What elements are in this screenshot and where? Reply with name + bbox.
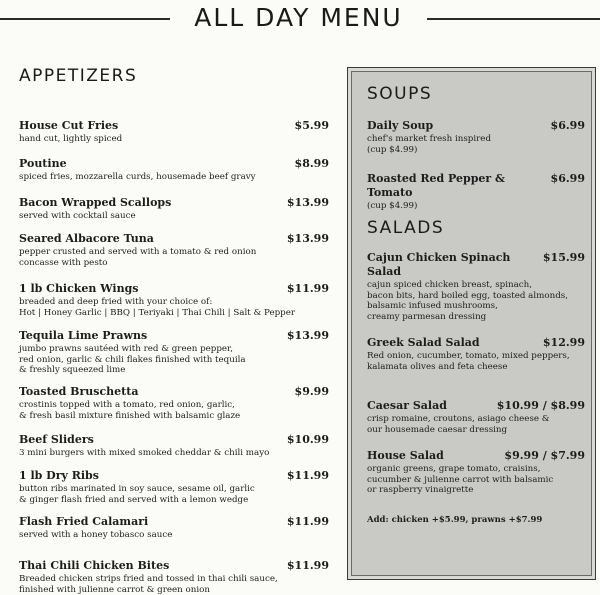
item-description: button ribs marinated in soy sauce, sesame oil, garlic & ginger flash fried and served with a lemon wedge xyxy=(19,484,255,505)
item-description: served with cocktail sauce xyxy=(19,211,136,221)
item-name: Cajun Chicken Spinach Salad xyxy=(367,251,511,278)
appetizers-item xyxy=(19,329,339,376)
item-price: $13.99 xyxy=(286,232,329,245)
item-name: Beef Sliders xyxy=(19,433,94,446)
item-description: breaded and deep fried with your choice of: Hot | Honey Garlic | BBQ | Teriyaki | Thai Chili | Salt & Pepper xyxy=(19,297,296,318)
item-price: $13.99 xyxy=(286,329,329,342)
salad-addons: Add: chicken +$5.99, prawns +$7.99 xyxy=(367,515,543,525)
item-name: 1 lb Chicken Wings xyxy=(19,282,139,295)
appetizers-item xyxy=(19,469,339,505)
item-description: served with a honey tobasco sauce xyxy=(19,530,173,540)
appetizers-item xyxy=(19,385,339,421)
soups-item xyxy=(367,119,589,155)
item-name: Seared Albacore Tuna xyxy=(19,232,154,245)
item-description: 3 mini burgers with mixed smoked cheddar & chili mayo xyxy=(19,448,270,458)
item-price: $11.99 xyxy=(286,515,329,528)
item-price: $10.99 / $8.99 xyxy=(496,399,585,412)
item-description: organic greens, grape tomato, craisins, cucumber & julienne carrot with balsamic or raspberry vinaigrette xyxy=(367,464,554,496)
item-price: $11.99 xyxy=(286,469,329,482)
item-name: House Cut Fries xyxy=(19,119,119,132)
item-price: $9.99 xyxy=(294,385,329,398)
soups-title: SOUPS xyxy=(367,84,433,104)
item-description: Red onion, cucumber, tomato, mixed peppers, kalamata olives and feta cheese xyxy=(367,351,570,372)
item-name: Daily Soup xyxy=(367,119,434,132)
item-description: Breaded chicken strips fried and tossed in thai chili sauce, finished with julienne carrot & green onion xyxy=(19,574,278,595)
item-name: Roasted Red Pepper & Tomato xyxy=(367,172,505,199)
appetizers-item xyxy=(19,157,339,183)
appetizers-item xyxy=(19,433,339,459)
item-name: Poutine xyxy=(19,157,67,170)
salads-item xyxy=(367,399,589,435)
soups-item xyxy=(367,172,589,212)
item-price: $15.99 xyxy=(542,251,585,264)
item-price: $8.99 xyxy=(294,157,329,170)
soups-salads-panel xyxy=(347,67,596,580)
appetizers-item xyxy=(19,559,339,595)
item-price: $5.99 xyxy=(294,119,329,132)
header-rule-right xyxy=(427,18,600,20)
item-price: $11.99 xyxy=(286,559,329,572)
appetizers-section xyxy=(19,66,339,595)
item-name: Caesar Salad xyxy=(367,399,447,412)
appetizers-title: APPETIZERS xyxy=(19,66,138,86)
item-name: House Salad xyxy=(367,449,444,462)
salads-item xyxy=(367,251,589,322)
item-name: Thai Chili Chicken Bites xyxy=(19,559,170,572)
item-description: cajun spiced chicken breast, spinach, bacon bits, hard boiled egg, toasted almonds, balsamic infused mushrooms, creamy parmesan dressing xyxy=(367,280,568,322)
item-description: spiced fries, mozzarella curds, housemade beef gravy xyxy=(19,172,256,182)
item-description: chef's market fresh inspired (cup $4.99) xyxy=(367,134,492,155)
salads-title: SALADS xyxy=(367,218,445,238)
item-price: $13.99 xyxy=(286,196,329,209)
item-price: $9.99 / $7.99 xyxy=(504,449,585,462)
appetizers-item xyxy=(19,232,339,268)
item-description: hand cut, lightly spiced xyxy=(19,134,123,144)
header-rule-left xyxy=(0,18,170,20)
item-name: Greek Salad Salad xyxy=(367,336,480,349)
appetizers-item xyxy=(19,282,339,318)
item-name: Bacon Wrapped Scallops xyxy=(19,196,172,209)
appetizers-item xyxy=(19,119,339,145)
item-name: 1 lb Dry Ribs xyxy=(19,469,99,482)
item-description: (cup $4.99) xyxy=(367,201,418,211)
item-description: jumbo prawns sautéed with red & green pepper, red onion, garlic & chili flakes finished with tequila & freshly squeezed lime xyxy=(19,344,246,376)
appetizers-item xyxy=(19,515,339,541)
item-description: pepper crusted and served with a tomato & red onion concasse with pesto xyxy=(19,247,257,268)
item-name: Flash Fried Calamari xyxy=(19,515,149,528)
menu-title: ALL DAY MENU xyxy=(194,3,403,32)
salads-item xyxy=(367,449,589,496)
item-price: $10.99 xyxy=(286,433,329,446)
appetizers-item xyxy=(19,196,339,222)
item-price: $6.99 xyxy=(550,172,585,185)
item-description: crostinis topped with a tomato, red onion, garlic, & fresh basil mixture finished with balsamic glaze xyxy=(19,400,241,421)
item-price: $6.99 xyxy=(550,119,585,132)
item-price: $12.99 xyxy=(542,336,585,349)
item-description: crisp romaine, croutons, asiago cheese & our housemade caesar dressing xyxy=(367,414,550,435)
item-name: Toasted Bruschetta xyxy=(19,385,139,398)
salads-item xyxy=(367,336,589,372)
item-price: $11.99 xyxy=(286,282,329,295)
item-name: Tequila Lime Prawns xyxy=(19,329,148,342)
